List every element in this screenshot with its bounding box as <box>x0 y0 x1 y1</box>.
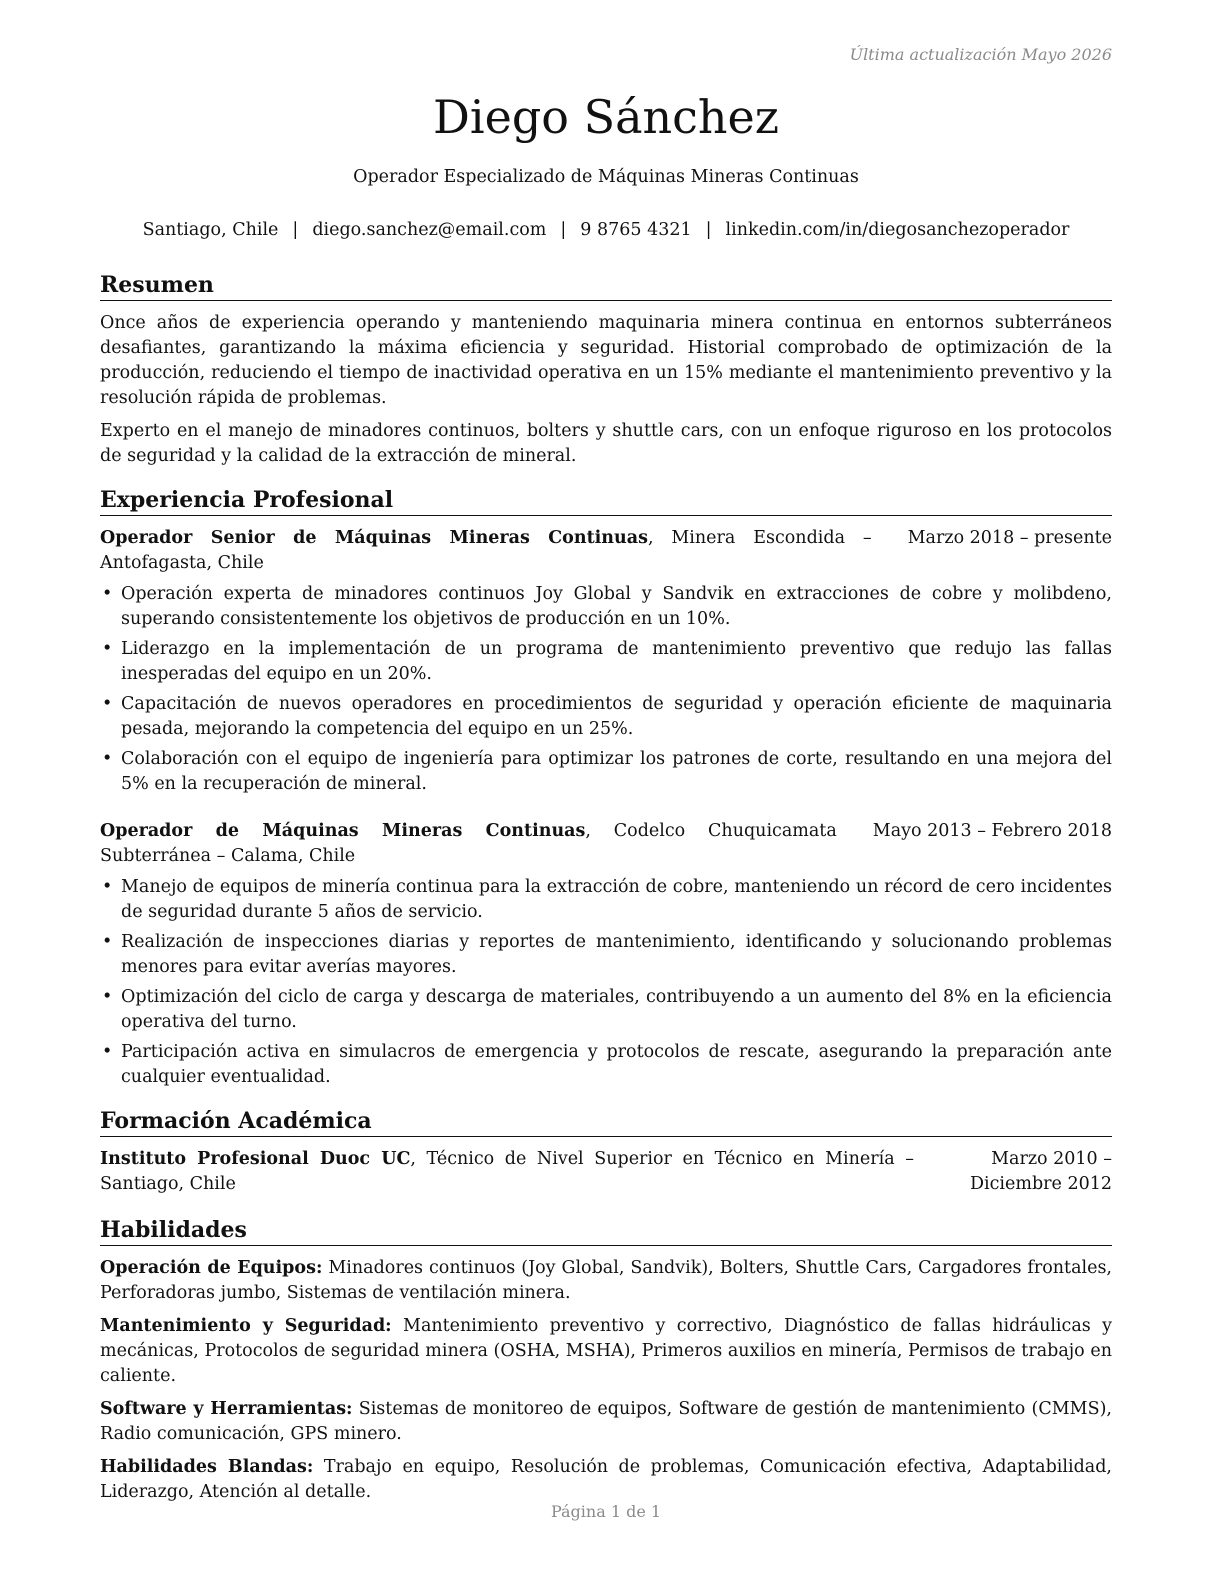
list-item: • Colaboración con el equipo de ingeniería para optimizar los patrones de corte, resultando en una mejora del 5% en la recuperación de mineral. <box>100 747 1112 797</box>
last-updated: Última actualización Mayo 2026 <box>849 45 1112 64</box>
skill-item <box>100 1455 1112 1505</box>
summary-section <box>100 270 1112 469</box>
contact-linkedin[interactable]: linkedin.com/in/diegosanchezoperador <box>725 220 1070 240</box>
headline: Operador Especializado de Máquinas Mineras Continuas <box>353 167 859 187</box>
education-section <box>100 1106 1112 1197</box>
skill-label: Mantenimiento y Seguridad: <box>100 1316 392 1336</box>
skill-label: Operación de Equipos: <box>100 1258 323 1278</box>
experience-section <box>100 485 1112 1090</box>
job-header <box>100 819 1112 869</box>
education-degree: , Técnico de Nivel Superior en Técnico en Minería – Santiago, Chile <box>100 1149 914 1194</box>
list-item: • Realización de inspecciones diarias y reportes de mantenimiento, identificando y solucionando problemas menores para evitar averías mayores. <box>100 930 1112 980</box>
contact-separator: | <box>560 220 567 240</box>
skill-text: Minadores continuos (Joy Global, Sandvik), Bolters, Shuttle Cars, Cargadores frontales, Perforadoras jumbo, Sistemas de ventilación minera. <box>100 1258 1112 1303</box>
skill-text: Mantenimiento preventivo y correctivo, Diagnóstico de fallas hidráulicas y mecánicas, Protocolos de seguridad minera (OSHA, MSHA), Primeros auxilios en minería, Permisos de trabajo en caliente. <box>100 1316 1113 1386</box>
skill-item <box>100 1314 1112 1389</box>
contact-phone: 9 8765 4321 <box>580 220 692 240</box>
list-item: • Operación experta de minadores continuos Joy Global y Sandvik en extracciones de cobre y molibdeno, superando consistentemente los objetivos de producción en un 10%. <box>100 582 1112 632</box>
list-item: • Optimización del ciclo de carga y descarga de materiales, contribuyendo a un aumento del 8% en la eficiencia operativa del turno. <box>100 985 1112 1035</box>
education-institution: Instituto Profesional Duoc UC <box>100 1149 411 1169</box>
skill-label: Habilidades Blandas: <box>100 1457 314 1477</box>
candidate-name: Diego Sánchez <box>433 90 779 144</box>
section-title-education: Formación Académica <box>100 1106 1112 1137</box>
job-role: Operador Senior de Máquinas Mineras Continuas <box>100 528 648 548</box>
job-company: , Codelco Chuquicamata Subterránea – Calama, Chile <box>100 821 837 866</box>
contact-separator: | <box>292 220 299 240</box>
list-item: • Participación activa en simulacros de emergencia y protocolos de rescate, asegurando la preparación ante cualquier eventualidad. <box>100 1040 1112 1090</box>
list-item: • Liderazgo en la implementación de un programa de mantenimiento preventivo que redujo las fallas inesperadas del equipo en un 20%. <box>100 637 1112 687</box>
section-title-summary: Resumen <box>100 270 1112 301</box>
section-title-experience: Experiencia Profesional <box>100 485 1112 516</box>
job-dates: Marzo 2018 – presente <box>907 528 1112 548</box>
section-title-skills: Habilidades <box>100 1215 1112 1246</box>
job-entry <box>100 526 1112 797</box>
skills-section <box>100 1215 1112 1505</box>
skill-label: Software y Herramientas: <box>100 1399 353 1419</box>
job-role: Operador de Máquinas Mineras Continuas <box>100 821 586 841</box>
job-company: , Minera Escondida – Antofagasta, Chile <box>100 528 872 573</box>
summary-paragraph: Experto en el manejo de minadores continuos, bolters y shuttle cars, con un enfoque riguroso en los protocolos de seguridad y la calidad de la extracción de mineral. <box>100 421 1112 466</box>
job-dates: Mayo 2013 – Febrero 2018 <box>872 821 1112 841</box>
summary-paragraph: Once años de experiencia operando y manteniendo maquinaria minera continua en entornos subterráneos desafiantes, garantizando la máxima eficiencia y seguridad. Historial comprobado de optimización de la producción, reduciendo el tiempo de inactividad operativa en un 15% mediante el mantenimiento preventivo y la resolución rápida de problemas. <box>100 313 1112 408</box>
contact-separator: | <box>705 220 712 240</box>
job-entry <box>100 819 1112 1090</box>
contact-email[interactable]: diego.sanchez@email.com <box>312 220 547 240</box>
list-item: • Capacitación de nuevos operadores en procedimientos de seguridad y operación eficiente de maquinaria pesada, mejorando la competencia del equipo en un 25%. <box>100 692 1112 742</box>
job-bullets <box>100 582 1112 797</box>
education-dates: Marzo 2010 – Diciembre 2012 <box>970 1149 1112 1194</box>
contact-line <box>0 220 1212 240</box>
contact-location: Santiago, Chile <box>142 220 279 240</box>
skill-item <box>100 1256 1112 1306</box>
resume-content <box>100 270 1112 1513</box>
list-item: • Manejo de equipos de minería continua para la extracción de cobre, manteniendo un récord de cero incidentes de seguridad durante 5 años de servicio. <box>100 875 1112 925</box>
skill-text: Trabajo en equipo, Resolución de problemas, Comunicación efectiva, Adaptabilidad, Liderazgo, Atención al detalle. <box>100 1457 1112 1502</box>
skill-text: Sistemas de monitoreo de equipos, Software de gestión de mantenimiento (CMMS), Radio comunicación, GPS minero. <box>100 1399 1112 1444</box>
skill-item <box>100 1397 1112 1447</box>
education-entry <box>100 1147 1112 1197</box>
job-bullets <box>100 875 1112 1090</box>
job-header <box>100 526 1112 576</box>
page-footer: Página 1 de 1 <box>550 1502 662 1521</box>
